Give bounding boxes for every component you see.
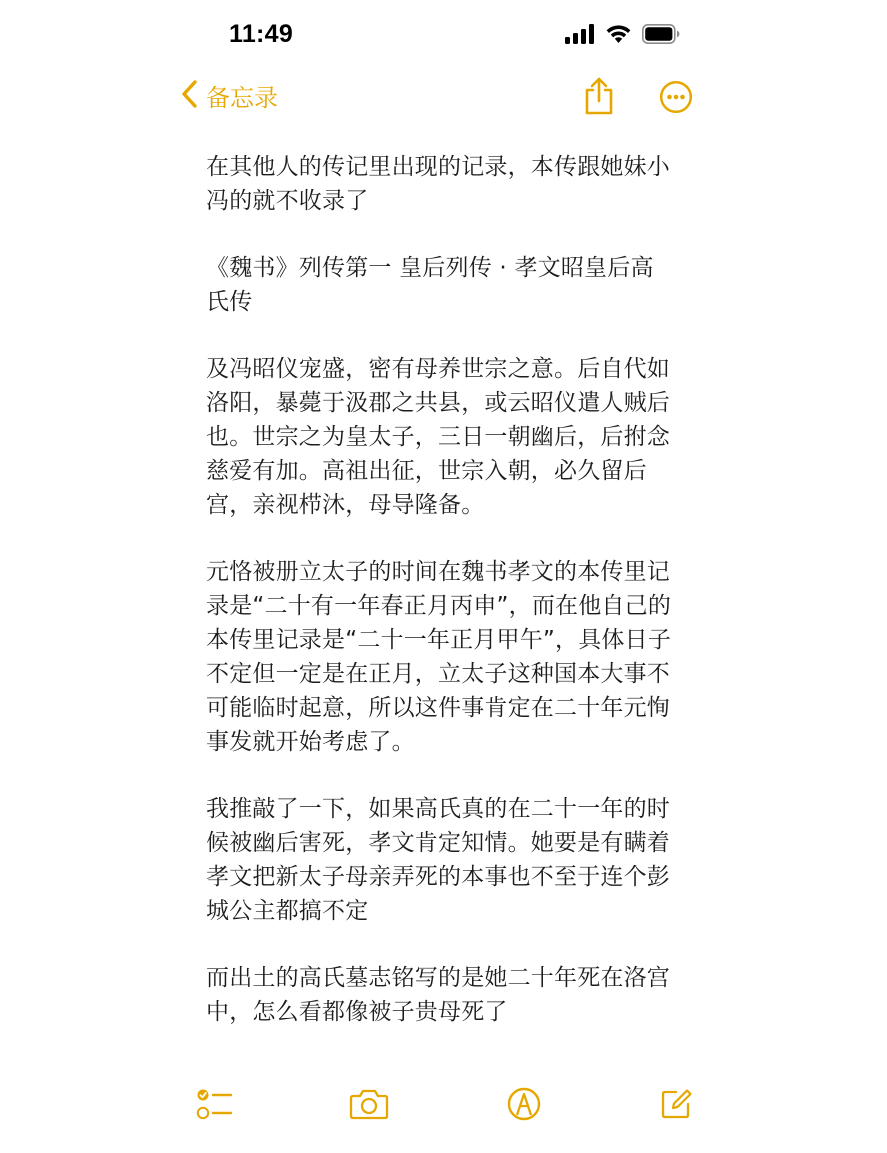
note-paragraph: 在其他人的传记里出现的记录，本传跟她妹小冯的就不收录了 bbox=[206, 154, 670, 214]
back-button-label: 备忘录 bbox=[206, 84, 278, 112]
camera-button[interactable] bbox=[349, 1086, 389, 1126]
back-button[interactable] bbox=[180, 78, 278, 113]
compose-icon bbox=[659, 1087, 693, 1125]
note-paragraph: 及冯昭仪宠盛，密有母养世宗之意。后自代如洛阳，暴薨于汲郡之共县，或云昭仪遣人贼后也。世宗之为皇太子，三日一朝幽后，后拊念慈爱有加。高祖出征，世宗入朝，必久留后宫，亲视栉沐，母导隆备。 bbox=[206, 356, 670, 518]
note-body[interactable] bbox=[206, 150, 676, 1062]
share-icon bbox=[582, 101, 616, 120]
camera-icon bbox=[349, 1088, 389, 1124]
wifi-icon bbox=[605, 24, 632, 48]
bottom-toolbar bbox=[0, 1080, 887, 1130]
ellipsis-circle-icon bbox=[659, 99, 693, 118]
share-button[interactable] bbox=[582, 76, 616, 116]
cellular-signal-icon bbox=[565, 24, 595, 48]
note-paragraph: 我推敲了一下，如果高氏真的在二十一年的时候被幽后害死，孝文肯定知情。她要是有瞒着孝文把新太子母亲弄死的本事也不至于连个彭城公主都搞不定 bbox=[206, 796, 670, 924]
checklist-icon bbox=[196, 1087, 234, 1125]
markup-pen-icon bbox=[506, 1086, 542, 1126]
checklist-button[interactable] bbox=[195, 1086, 235, 1126]
note-paragraph: 而出土的高氏墓志铭写的是她二十年死在洛宫中，怎么看都像被子贵母死了 bbox=[206, 965, 670, 1025]
compose-button[interactable] bbox=[656, 1086, 696, 1126]
status-time: 11:49 bbox=[229, 20, 294, 48]
more-options-button[interactable] bbox=[659, 80, 693, 114]
note-paragraph: 元恪被册立太子的时间在魏书孝文的本传里记录是“二十有一年春正月丙申”，而在他自己的本传里记录是“二十一年正月甲午”，具体日子不定但一定是在正月，立太子这种国本大事不可能临时起意，所以这件事肯定在二十年元恂事发就开始考虑了。 bbox=[206, 559, 672, 755]
status-bar bbox=[0, 0, 887, 72]
note-paragraph: 《魏书》列传第一 皇后列传 · 孝文昭皇后高氏传 bbox=[206, 255, 654, 315]
chevron-left-icon bbox=[180, 79, 200, 113]
markup-button[interactable] bbox=[504, 1086, 544, 1126]
status-icons bbox=[565, 24, 680, 48]
battery-icon bbox=[642, 24, 680, 48]
